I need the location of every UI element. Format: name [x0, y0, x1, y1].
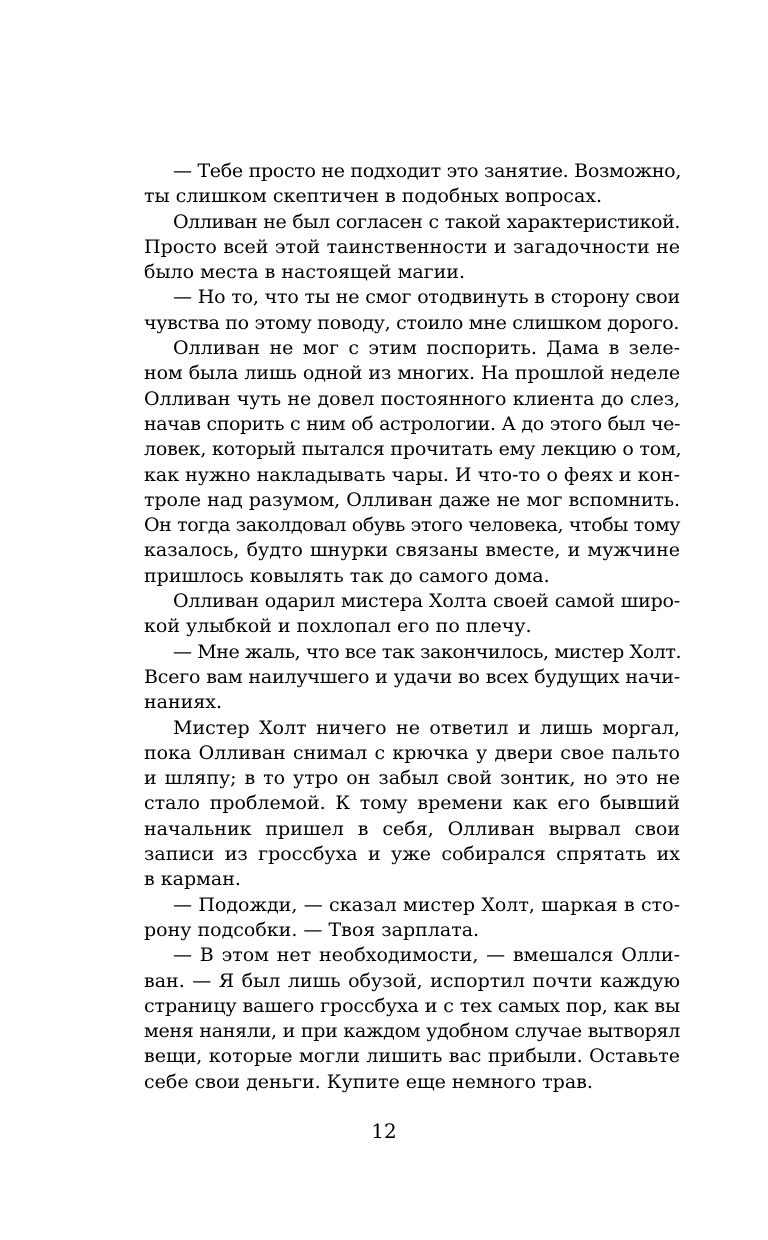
- text-line: себе свои деньги. Купите еще немного трав.: [144, 1070, 593, 1093]
- text-line: меня наняли, и при каждом удобном случае вытворял: [144, 1020, 680, 1043]
- text-line: пока Олливан снимал с крючка у двери свое пальто: [144, 741, 680, 764]
- text-line: записи из гроссбуха и уже собирался спрятать их: [144, 843, 680, 866]
- text-line: Всего вам наилучшего и удачи во всех будущих начи-: [144, 665, 680, 688]
- text-line: — Подожди, — сказал мистер Холт, шаркая в сто-: [173, 893, 680, 916]
- text-line: — Мне жаль, что все так закончилось, мистер Холт.: [173, 640, 682, 663]
- text-line: ном была лишь одной из многих. На прошлой неделе: [144, 362, 680, 385]
- text-line: Олливан не был согласен с такой характеристикой.: [173, 210, 680, 233]
- text-line: Просто всей этой таинственности и загадочности не: [144, 235, 680, 258]
- text-line: в карман.: [144, 868, 241, 891]
- page-number: 12: [371, 1119, 397, 1143]
- text-line: казалось, будто шнурки связаны вместе, и мужчине: [144, 539, 680, 562]
- text-line: Мистер Холт ничего не ответил и лишь моргал,: [173, 716, 680, 739]
- text-line: Он тогда заколдовал обувь этого человека, чтобы тому: [144, 514, 680, 537]
- text-line: чувства по этому поводу, стоило мне слишком дорого.: [144, 311, 680, 334]
- text-line: ван. — Я был лишь обузой, испортил почти каждую: [144, 969, 680, 992]
- text-line: ты слишком скептичен в подобных вопросах.: [144, 185, 603, 208]
- paragraph: [144, 943, 680, 1095]
- paragraph: [144, 640, 680, 716]
- text-line: рону подсобки. — Твоя зарплата.: [144, 918, 480, 941]
- text-line: страницу вашего гроссбуха и с тех самых пор, как вы: [144, 994, 681, 1017]
- text-line: Олливан чуть не довел постоянного клиента до слез,: [144, 387, 680, 410]
- text-line: троле над разумом, Олливан даже не мог вспомнить.: [144, 488, 680, 511]
- paragraph: [144, 285, 680, 336]
- text-line: как нужно накладывать чары. И что-то о феях и кон-: [144, 463, 680, 486]
- text-line: кой улыбкой и похлопал его по плечу.: [144, 615, 532, 638]
- text-line: и шляпу; в то утро он забыл свой зонтик, но это не: [144, 767, 680, 790]
- paragraph: [144, 210, 680, 286]
- paragraph: [144, 336, 680, 589]
- text-line: было места в настоящей магии.: [144, 261, 465, 284]
- text-line: наниях.: [144, 691, 223, 714]
- page-body: [144, 159, 680, 1095]
- text-line: Олливан одарил мистера Холта своей самой широ-: [173, 590, 680, 613]
- text-line: пришлось ковылять так до самого дома.: [144, 564, 550, 587]
- text-line: начальник пришел в себя, Олливан вырвал свои: [144, 817, 680, 840]
- paragraph: [144, 716, 680, 893]
- text-line: ловек, который пытался прочитать ему лекцию о том,: [144, 438, 682, 461]
- text-line: стало проблемой. К тому времени как его бывший: [144, 792, 680, 815]
- text-line: начав спорить с ним об астрологии. А до этого был че-: [144, 412, 680, 435]
- text-line: — Тебе просто не подходит это занятие. Возможно,: [173, 160, 682, 182]
- paragraph: [144, 159, 680, 210]
- paragraph: [144, 589, 680, 640]
- text-line: — В этом нет необходимости, — вмешался Олли-: [173, 944, 680, 967]
- text-line: — Но то, что ты не смог отодвинуть в сторону свои: [173, 286, 680, 309]
- text-line: вещи, которые могли лишить вас прибыли. Оставьте: [144, 1045, 680, 1068]
- text-line: Олливан не мог с этим поспорить. Дама в зеле-: [173, 337, 680, 360]
- paragraph: [144, 893, 680, 944]
